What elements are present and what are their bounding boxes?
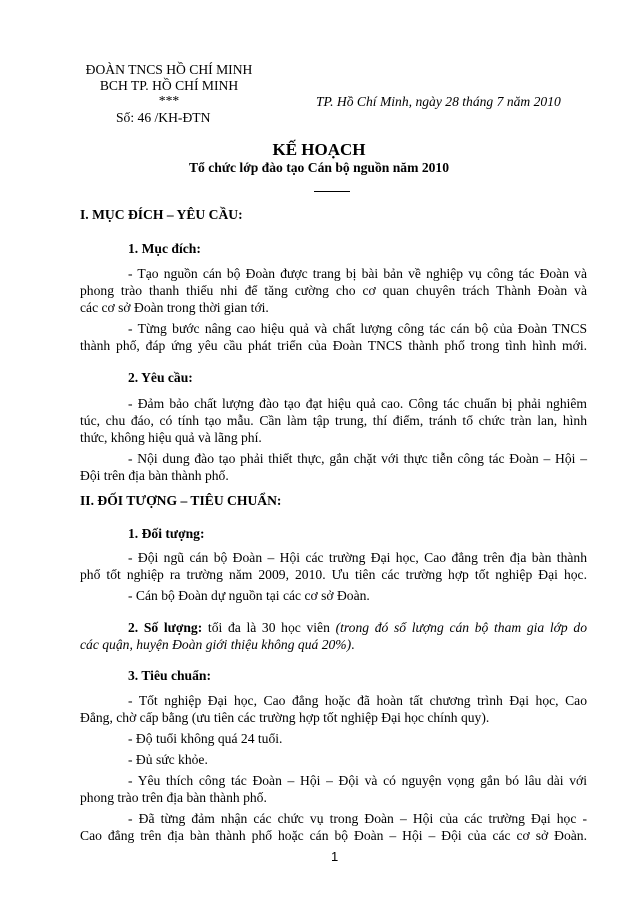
paragraph: Đội trên địa bàn thành phố. (80, 468, 229, 483)
page-subtitle: Tổ chức lớp đào tạo Cán bộ nguồn năm 2010 (188, 160, 450, 175)
paragraph: Cao đẳng trên địa bàn thành phố hoặc cán bộ Đoàn – Hội – Đội của các cơ sở Đoàn. (80, 828, 587, 843)
paragraph: túc, chu đáo, có tính tạo mẫu. Cần làm tập trung, thí điểm, tránh tổ chức tràn lan, hình (80, 413, 587, 428)
quantity-end: . (351, 637, 355, 652)
target-heading: 1. Đối tượng: (128, 526, 205, 541)
paragraph: thành phố, đáp ứng yêu cầu phát triển của Đoàn TNCS thành phố trong tình hình mới. (80, 338, 587, 353)
doc-number: Số: 46 /KH-ĐTN (116, 110, 211, 125)
paragraph: - Yêu thích công tác Đoàn – Hội – Đội và có nguyện vọng gắn bó lâu dài với (128, 773, 587, 788)
quantity-note: (trong đó số lượng cán bộ tham gia lớp do (335, 620, 587, 635)
criteria-heading: 3. Tiêu chuẩn: (128, 668, 211, 683)
paragraph: - Đã từng đảm nhận các chức vụ trong Đoàn – Hội của các trường Đại học - (128, 811, 587, 826)
page-number: 1 (331, 849, 339, 864)
paragraph: - Độ tuổi không quá 24 tuổi. (128, 731, 283, 746)
quantity-paragraph-cont (80, 636, 355, 653)
quantity-heading: 2. Số lượng: (128, 620, 203, 635)
paragraph: thức, không hiệu quả và lãng phí. (80, 430, 262, 445)
paragraph: - Nội dung đào tạo phải thiết thực, gắn chặt với thực tiễn công tác Đoàn – Hội – (128, 451, 587, 466)
paragraph: - Đảm bảo chất lượng đào tạo đạt hiệu quả cao. Công tác chuẩn bị phải nghiêm (128, 396, 587, 411)
place-date: TP. Hồ Chí Minh, ngày 28 tháng 7 năm 2010 (316, 94, 561, 109)
section-1-heading: I. MỤC ĐÍCH – YÊU CẦU: (80, 207, 243, 222)
title-underline (314, 191, 350, 192)
paragraph: Đẳng, chờ cấp bằng (ưu tiên các trường hợp tốt nghiệp Đại học chính quy). (80, 710, 490, 725)
section-2-heading: II. ĐỐI TƯỢNG – TIÊU CHUẨN: (80, 493, 282, 508)
stars: *** (158, 93, 180, 108)
purpose-heading: 1. Mục đích: (128, 241, 201, 256)
paragraph: - Đội ngũ cán bộ Đoàn – Hội các trường Đại học, Cao đẳng trên địa bàn thành (128, 550, 587, 565)
paragraph: phố tốt nghiệp ra trường năm 2009, 2010. Ưu tiên các trường hợp tốt nghiệp Đại học. (80, 567, 587, 582)
requirements-heading: 2. Yêu cầu: (128, 370, 193, 385)
quantity-text: tối đa là 30 học viên (202, 620, 336, 635)
quantity-paragraph (80, 619, 587, 636)
paragraph: phong trào thanh thiếu nhi để tăng cường cho cơ quan chuyên trách Thành Đoàn và (80, 283, 587, 298)
org-line-1: ĐOÀN TNCS HỒ CHÍ MINH (85, 62, 253, 77)
paragraph: - Đủ sức khỏe. (128, 752, 208, 767)
page-title: KẾ HOẠCH (272, 140, 366, 159)
org-line-2: BCH TP. HỒ CHÍ MINH (99, 77, 239, 93)
paragraph: phong trào trên địa bàn thành phố. (80, 790, 267, 805)
paragraph: - Tạo nguồn cán bộ Đoàn được trang bị bài bản về nghiệp vụ công tác Đoàn và (128, 266, 587, 281)
paragraph: các cơ sở Đoàn trong thời gian tới. (80, 300, 269, 315)
paragraph: - Từng bước nâng cao hiệu quả và chất lượng công tác cán bộ của Đoàn TNCS (128, 321, 587, 336)
paragraph: - Cán bộ Đoàn dự nguồn tại các cơ sở Đoàn. (128, 588, 370, 603)
quantity-note-cont: các quận, huyện Đoàn giới thiệu không quá 20%) (80, 637, 352, 652)
paragraph: - Tốt nghiệp Đại học, Cao đẳng hoặc đã hoàn tất chương trình Đại học, Cao (128, 693, 587, 708)
organization-header (74, 62, 264, 109)
